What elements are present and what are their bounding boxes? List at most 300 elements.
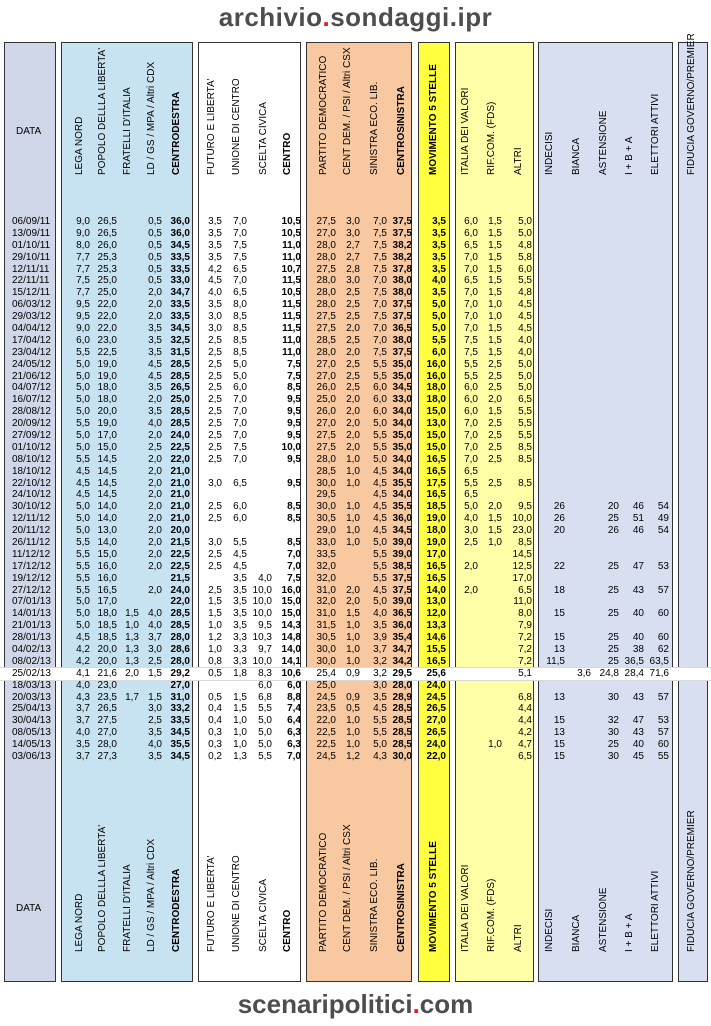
cell-udc: 3,3 [233, 655, 247, 667]
cell-cdx: 33,5 [170, 263, 190, 275]
cell-fli: 3,5 [208, 251, 222, 263]
cell-lega: 4,5 [76, 632, 90, 644]
cell-udc: 7,0 [233, 227, 247, 239]
cell-ld: 3,5 [148, 346, 162, 358]
cell-sc: 9,7 [258, 644, 272, 656]
cell-csx: 28,5 [392, 703, 412, 715]
cell-fli: 3,5 [208, 216, 222, 227]
header-ld-bottom: LD / GS / MPA / Altri CDX [146, 838, 157, 952]
cell-centro: 6,3 [287, 739, 301, 751]
header-cdx-bottom: CENTRODESTRA [171, 868, 182, 952]
cell-pd: 28,0 [316, 299, 336, 311]
cell-cdx: 26,5 [170, 382, 190, 394]
cell-ld: 2,0 [148, 501, 162, 513]
cell-ld: 1,5 [148, 691, 162, 703]
cell-sel: 5,5 [373, 358, 387, 370]
cell-udc: 6,0 [233, 513, 247, 525]
cell-altri: 4,0 [518, 346, 532, 358]
cell-rif: 1,5 [488, 263, 502, 275]
cell-cdpsi: 3,0 [346, 216, 360, 227]
header-lega-top: LEGA NORD [74, 116, 85, 175]
cell-fli: 3,0 [208, 477, 222, 489]
cell-fdi: 2,0 [125, 667, 139, 679]
cell-cdx: 22,0 [170, 596, 190, 608]
cell-csx: 38,0 [392, 287, 412, 299]
row-date: 29/10/11 [12, 251, 51, 263]
cell-idv: 7,5 [464, 334, 478, 346]
cell-ld: 2,0 [148, 465, 162, 477]
cell-lega: 4,2 [76, 644, 90, 656]
cell-sel: 7,5 [373, 239, 387, 251]
cell-sel: 7,0 [373, 299, 387, 311]
banner-footer-dot: . [412, 989, 420, 1019]
cell-centro: 9,5 [287, 406, 301, 418]
cell-ind: 22 [553, 560, 565, 572]
cell-iba: 47 [632, 560, 644, 572]
header-iba-bottom: I + B + A [624, 913, 635, 952]
cell-pdl: 14,5 [97, 465, 117, 477]
cell-cdpsi: 1,0 [346, 739, 360, 751]
cell-pd: 26,0 [316, 382, 336, 394]
cell-centro: 11,0 [282, 251, 301, 263]
cell-altri: 5,0 [518, 216, 532, 227]
cell-pdl: 18,5 [97, 632, 117, 644]
cell-cdx: 34,5 [170, 751, 190, 763]
cell-iba: 47 [632, 715, 644, 727]
cell-m5s: 17,0 [426, 548, 446, 560]
row-date: 18/03/13 [12, 679, 51, 691]
cell-csx: 35,0 [392, 441, 412, 453]
cell-sel: 5,5 [373, 715, 387, 727]
cell-pdl: 16,5 [97, 584, 117, 596]
row-date: 08/02/13 [12, 655, 51, 667]
cell-fli: 1,0 [208, 620, 222, 632]
cell-altri: 7,9 [518, 620, 532, 632]
cell-altri: 11,0 [513, 596, 532, 608]
cell-idv: 6,5 [464, 489, 478, 501]
cell-pdl: 14,5 [97, 489, 117, 501]
cell-rif: 2,5 [488, 430, 502, 442]
row-date: 14/01/13 [12, 608, 51, 620]
cell-pd: 28,5 [316, 465, 336, 477]
cell-pdl: 17,0 [97, 596, 117, 608]
cell-ld: 3,0 [148, 644, 162, 656]
cell-m5s: 26,5 [426, 703, 446, 715]
cell-pdl: 26,5 [97, 216, 117, 227]
cell-cdx: 32,5 [170, 334, 190, 346]
cell-csx: 34,0 [392, 465, 412, 477]
header-ast-top: ASTENSIONE [598, 110, 609, 175]
cell-cdx: 36,0 [170, 216, 190, 227]
cell-cdpsi: 2,0 [346, 394, 360, 406]
cell-sel: 5,5 [373, 560, 387, 572]
cell-sc: 5,0 [258, 715, 272, 727]
cell-sc: 6,8 [258, 691, 272, 703]
cell-idv: 7,0 [464, 287, 478, 299]
cell-fli: 3,5 [208, 227, 222, 239]
cell-altri: 6,0 [518, 263, 532, 275]
cell-udc: 7,0 [233, 406, 247, 418]
cell-altri: 4,4 [518, 715, 532, 727]
cell-m5s: 27,0 [426, 715, 446, 727]
cell-ele: 49 [657, 513, 669, 525]
cell-cdx: 28,5 [170, 418, 190, 430]
cell-ele: 55 [657, 751, 669, 763]
cell-centro: 9,5 [287, 394, 301, 406]
cell-udc: 3,5 [233, 608, 247, 620]
cell-lega: 7,7 [76, 251, 90, 263]
cell-csx: 38,0 [392, 334, 412, 346]
cell-csx: 37,5 [392, 299, 412, 311]
cell-sel: 4,5 [373, 477, 387, 489]
cell-pdl: 26,5 [97, 703, 117, 715]
cell-pd: 27,5 [316, 323, 336, 334]
cell-pdl: 20,0 [97, 406, 117, 418]
cell-cdx: 24,0 [170, 430, 190, 442]
cell-fli: 3,5 [208, 239, 222, 251]
cell-pdl: 21,6 [97, 667, 117, 679]
header-ast-bottom: ASTENSIONE [598, 887, 609, 952]
cell-pd: 26,0 [316, 406, 336, 418]
cell-udc: 6,5 [233, 287, 247, 299]
cell-pd: 31,5 [316, 620, 336, 632]
cell-idv: 5,5 [464, 477, 478, 489]
cell-lega: 5,0 [76, 441, 90, 453]
row-date: 27/12/12 [12, 584, 51, 596]
cell-rif: 2,5 [488, 382, 502, 394]
cell-csx: 38,2 [392, 239, 412, 251]
cell-lega: 5,5 [76, 572, 90, 584]
cell-centro: 7,5 [287, 358, 301, 370]
banner-footer-part: scenaripolitici [237, 989, 413, 1019]
cell-udc: 1,0 [233, 727, 247, 739]
cell-rif: 2,5 [488, 370, 502, 382]
cell-pdl: 26,0 [97, 239, 117, 251]
cell-udc: 7,5 [233, 441, 247, 453]
cell-centro: 11,5 [282, 275, 301, 287]
cell-cdpsi: 1,0 [346, 513, 360, 525]
cell-pd: 30,5 [316, 632, 336, 644]
cell-altri: 8,5 [518, 441, 532, 453]
cell-iba: 46 [632, 525, 644, 537]
cell-altri: 4,7 [518, 739, 532, 751]
cell-cdpsi: 2,5 [346, 334, 360, 346]
cell-cdpsi: 2,0 [346, 441, 360, 453]
cell-pdl: 15,0 [97, 441, 117, 453]
cell-altri: 17,0 [512, 572, 532, 584]
cell-ind: 15 [553, 751, 565, 763]
cell-pd: 28,0 [316, 287, 336, 299]
cell-cdpsi: 2,0 [346, 346, 360, 358]
header-cdpsi-bottom: CENT DEM. / PSI / Altri CSX [342, 824, 353, 952]
row-date: 20/11/12 [12, 525, 51, 537]
row-date: 14/05/13 [12, 739, 51, 751]
cell-fli: 2,5 [208, 406, 222, 418]
cell-altri: 4,2 [518, 727, 532, 739]
cell-cdpsi: 2,0 [346, 323, 360, 334]
cell-cdx: 34,5 [170, 323, 190, 334]
cell-altri: 9,5 [518, 501, 532, 513]
cell-ind: 11,5 [546, 655, 565, 667]
cell-ld: 3,5 [148, 323, 162, 334]
cell-m5s: 26,5 [426, 727, 446, 739]
banner-title-dot: . [322, 2, 331, 32]
cell-udc: 1,0 [233, 739, 247, 751]
cell-altri: 8,5 [518, 537, 532, 549]
cell-sel: 4,5 [373, 501, 387, 513]
cell-csx: 37,5 [392, 311, 412, 323]
cell-udc: 1,5 [233, 691, 247, 703]
cell-cdpsi: 1,0 [346, 453, 360, 465]
cell-ld: 2,0 [148, 560, 162, 572]
cell-altri: 4,5 [518, 323, 532, 334]
cell-pd: 27,0 [316, 227, 336, 239]
cell-cdpsi: 1,2 [346, 751, 360, 763]
row-date: 06/09/11 [12, 216, 51, 227]
cell-fli: 0,5 [208, 691, 222, 703]
cell-ele: 54 [657, 501, 669, 513]
cell-m5s: 17,5 [426, 477, 446, 489]
cell-cdx: 33,5 [170, 251, 190, 263]
row-date: 22/11/11 [12, 275, 50, 287]
cell-altri: 6,5 [518, 751, 532, 763]
cell-sel: 3,5 [373, 691, 387, 703]
cell-m5s: 3,5 [432, 287, 446, 299]
cell-lega: 3,7 [76, 751, 90, 763]
cell-cdx: 22,5 [170, 441, 190, 453]
cell-m5s: 24,0 [426, 679, 446, 691]
cell-lega: 7,7 [76, 287, 90, 299]
cell-cdpsi: 2,8 [346, 263, 360, 275]
cell-cdpsi: 1,0 [346, 525, 360, 537]
cell-fli: 2,5 [208, 501, 222, 513]
cell-pd: 30,0 [316, 644, 336, 656]
cell-m5s: 5,0 [432, 323, 446, 334]
cell-altri: 5,5 [518, 275, 532, 287]
cell-udc: 4,5 [233, 548, 247, 560]
cell-pd: 28,0 [316, 239, 336, 251]
header-ld-top: LD / GS / MPA / Altri CDX [146, 61, 157, 175]
cell-idv: 6,0 [464, 382, 478, 394]
cell-cdx: 28,0 [170, 632, 190, 644]
cell-csx: 28,5 [392, 715, 412, 727]
cell-lega: 4,5 [76, 477, 90, 489]
cell-sc: 5,0 [258, 727, 272, 739]
cell-idv: 3,0 [464, 525, 478, 537]
cell-cdx: 34,5 [170, 239, 190, 251]
cell-cdpsi: 3,0 [346, 227, 360, 239]
cell-pd: 31,0 [316, 584, 336, 596]
cell-m5s: 6,0 [432, 346, 446, 358]
cell-iba: 51 [632, 513, 644, 525]
cell-csx: 34,7 [392, 644, 412, 656]
cell-rif: 1,5 [488, 239, 502, 251]
header-fdi-bottom: FRATELLI D'ITALIA [122, 864, 133, 952]
cell-sel: 4,3 [373, 751, 387, 763]
row-date: 08/10/12 [12, 453, 51, 465]
cell-sel: 7,5 [373, 287, 387, 299]
cell-lega: 4,2 [76, 655, 90, 667]
cell-fli: 2,5 [208, 548, 222, 560]
cell-iba: 43 [632, 691, 644, 703]
cell-pdl: 14,5 [97, 477, 117, 489]
cell-pdl: 18,0 [97, 608, 117, 620]
cell-sel: 4,0 [373, 608, 387, 620]
cell-altri: 5,0 [518, 358, 532, 370]
cell-pdl: 14,0 [97, 537, 117, 549]
cell-udc: 8,5 [233, 323, 247, 334]
cell-lega: 7,7 [76, 263, 90, 275]
cell-centro: 16,0 [281, 584, 301, 596]
cell-sel: 3,7 [373, 644, 387, 656]
cell-centro: 14,8 [281, 632, 301, 644]
cell-cdx: 28,5 [170, 608, 190, 620]
cell-ld: 2,0 [148, 430, 162, 442]
header-date-bottom: DATA [16, 903, 42, 914]
row-date: 21/06/12 [12, 370, 51, 382]
cell-centro: 11,5 [282, 323, 301, 334]
cell-cdx: 29,2 [170, 667, 190, 679]
header-date-top: DATA [16, 126, 42, 137]
cell-idv: 7,0 [464, 251, 478, 263]
cell-idv: 5,0 [464, 501, 478, 513]
cell-cdpsi: 1,0 [346, 477, 360, 489]
cell-lega: 5,0 [76, 620, 90, 632]
cell-sel: 3,0 [373, 679, 387, 691]
cell-sel: 7,5 [373, 346, 387, 358]
cell-sel: 7,0 [373, 334, 387, 346]
cell-csx: 34,5 [392, 525, 412, 537]
cell-pd: 28,0 [316, 346, 336, 358]
cell-iba: 38 [632, 644, 644, 656]
cell-udc: 7,0 [233, 430, 247, 442]
cell-sc: 6,0 [258, 679, 272, 691]
row-date: 17/12/12 [12, 560, 51, 572]
cell-fli: 3,5 [208, 299, 222, 311]
cell-udc: 1,5 [233, 703, 247, 715]
cell-pd: 28,0 [316, 275, 336, 287]
cell-altri: 5,5 [518, 418, 532, 430]
cell-rif: 1,5 [488, 513, 502, 525]
cell-cdx: 33,0 [170, 275, 190, 287]
cell-cdpsi: 2,7 [346, 251, 360, 263]
cell-cdpsi: 1,0 [346, 501, 360, 513]
cell-centro: 7,0 [287, 548, 301, 560]
cell-pd: 28,0 [316, 251, 336, 263]
row-date: 25/02/13 [12, 667, 51, 679]
cell-cdpsi: 2,0 [346, 596, 360, 608]
banner-title [0, 2, 711, 33]
cell-altri: 8,5 [518, 453, 532, 465]
cell-ld: 3,7 [148, 632, 162, 644]
cell-pd: 33,0 [316, 537, 336, 549]
cell-cdpsi: 2,5 [346, 311, 360, 323]
cell-rif: 1,5 [488, 275, 502, 287]
cell-rif: 1,5 [488, 287, 502, 299]
cell-cdpsi: 1,0 [346, 715, 360, 727]
cell-cdx: 22,0 [170, 453, 190, 465]
cell-fli: 1,2 [208, 632, 222, 644]
cell-ast: 25 [607, 560, 619, 572]
cell-m5s: 19,0 [426, 537, 446, 549]
cell-pdl: 27,5 [97, 715, 117, 727]
cell-ind: 13 [553, 727, 565, 739]
cell-cdx: 21,0 [170, 501, 190, 513]
header-iba-top: I + B + A [624, 136, 635, 175]
header-udc-top: UNIONE DI CENTRO [231, 78, 242, 175]
cell-m5s: 19,0 [426, 513, 446, 525]
cell-ld: 1,5 [148, 667, 162, 679]
cell-cdpsi: 1,0 [346, 632, 360, 644]
cell-udc: 3,3 [233, 632, 247, 644]
cell-m5s: 25,6 [426, 667, 446, 679]
cell-cdx: 21,5 [170, 572, 190, 584]
cell-sel: 3,9 [373, 632, 387, 644]
cell-sel: 7,0 [373, 275, 387, 287]
row-date: 11/12/12 [12, 548, 51, 560]
cell-idv: 2,0 [464, 560, 478, 572]
cell-ast: 30 [607, 751, 619, 763]
cell-centro: 8,5 [287, 382, 301, 394]
cell-m5s: 4,0 [432, 275, 446, 287]
cell-udc: 7,0 [233, 275, 247, 287]
cell-ld: 3,5 [148, 406, 162, 418]
cell-sel: 4,5 [373, 513, 387, 525]
cell-ele: 71,6 [649, 667, 669, 679]
cell-idv: 2,5 [464, 537, 478, 549]
cell-idv: 6,0 [464, 216, 478, 227]
cell-lega: 5,5 [76, 584, 90, 596]
cell-centro: 7,5 [287, 370, 301, 382]
header-ele-bottom: ELETTORI ATTIVI [650, 870, 661, 952]
cell-lega: 5,0 [76, 370, 90, 382]
cell-lega: 4,0 [76, 727, 90, 739]
cell-fli: 3,0 [208, 311, 222, 323]
cell-ld: 2,0 [148, 513, 162, 525]
cell-pdl: 27,3 [97, 751, 117, 763]
cell-lega: 9,5 [76, 299, 90, 311]
cell-fli: 3,0 [208, 537, 222, 549]
cell-csx: 34,0 [392, 489, 412, 501]
cell-cdx: 21,0 [170, 465, 190, 477]
cell-pdl: 22,0 [97, 323, 117, 334]
cell-rif: 1,5 [488, 334, 502, 346]
cell-ld: 2,0 [148, 311, 162, 323]
cell-csx: 35,4 [392, 632, 412, 644]
cell-ele: 60 [657, 608, 669, 620]
cell-ast: 20 [607, 501, 619, 513]
row-date: 28/01/13 [12, 632, 51, 644]
cell-centro: 9,5 [287, 418, 301, 430]
cell-iba: 36,5 [624, 655, 644, 667]
cell-csx: 39,0 [392, 537, 412, 549]
cell-cdpsi: 1,0 [346, 620, 360, 632]
cell-m5s: 14,0 [426, 584, 446, 596]
cell-cdpsi: 3,0 [346, 275, 360, 287]
cell-rif: 1,5 [488, 346, 502, 358]
cell-ind: 26 [553, 513, 565, 525]
cell-sc: 10,0 [252, 608, 272, 620]
cell-altri: 10,0 [512, 513, 532, 525]
cell-csx: 37,5 [392, 572, 412, 584]
cell-fli: 1,5 [208, 608, 222, 620]
cell-rif: 1,5 [488, 227, 502, 239]
cell-lega: 5,5 [76, 560, 90, 572]
cell-ast: 24,8 [599, 667, 619, 679]
cell-cdpsi: 1,0 [346, 465, 360, 477]
cell-ast: 32 [607, 715, 619, 727]
cell-centro: 7,4 [287, 703, 301, 715]
